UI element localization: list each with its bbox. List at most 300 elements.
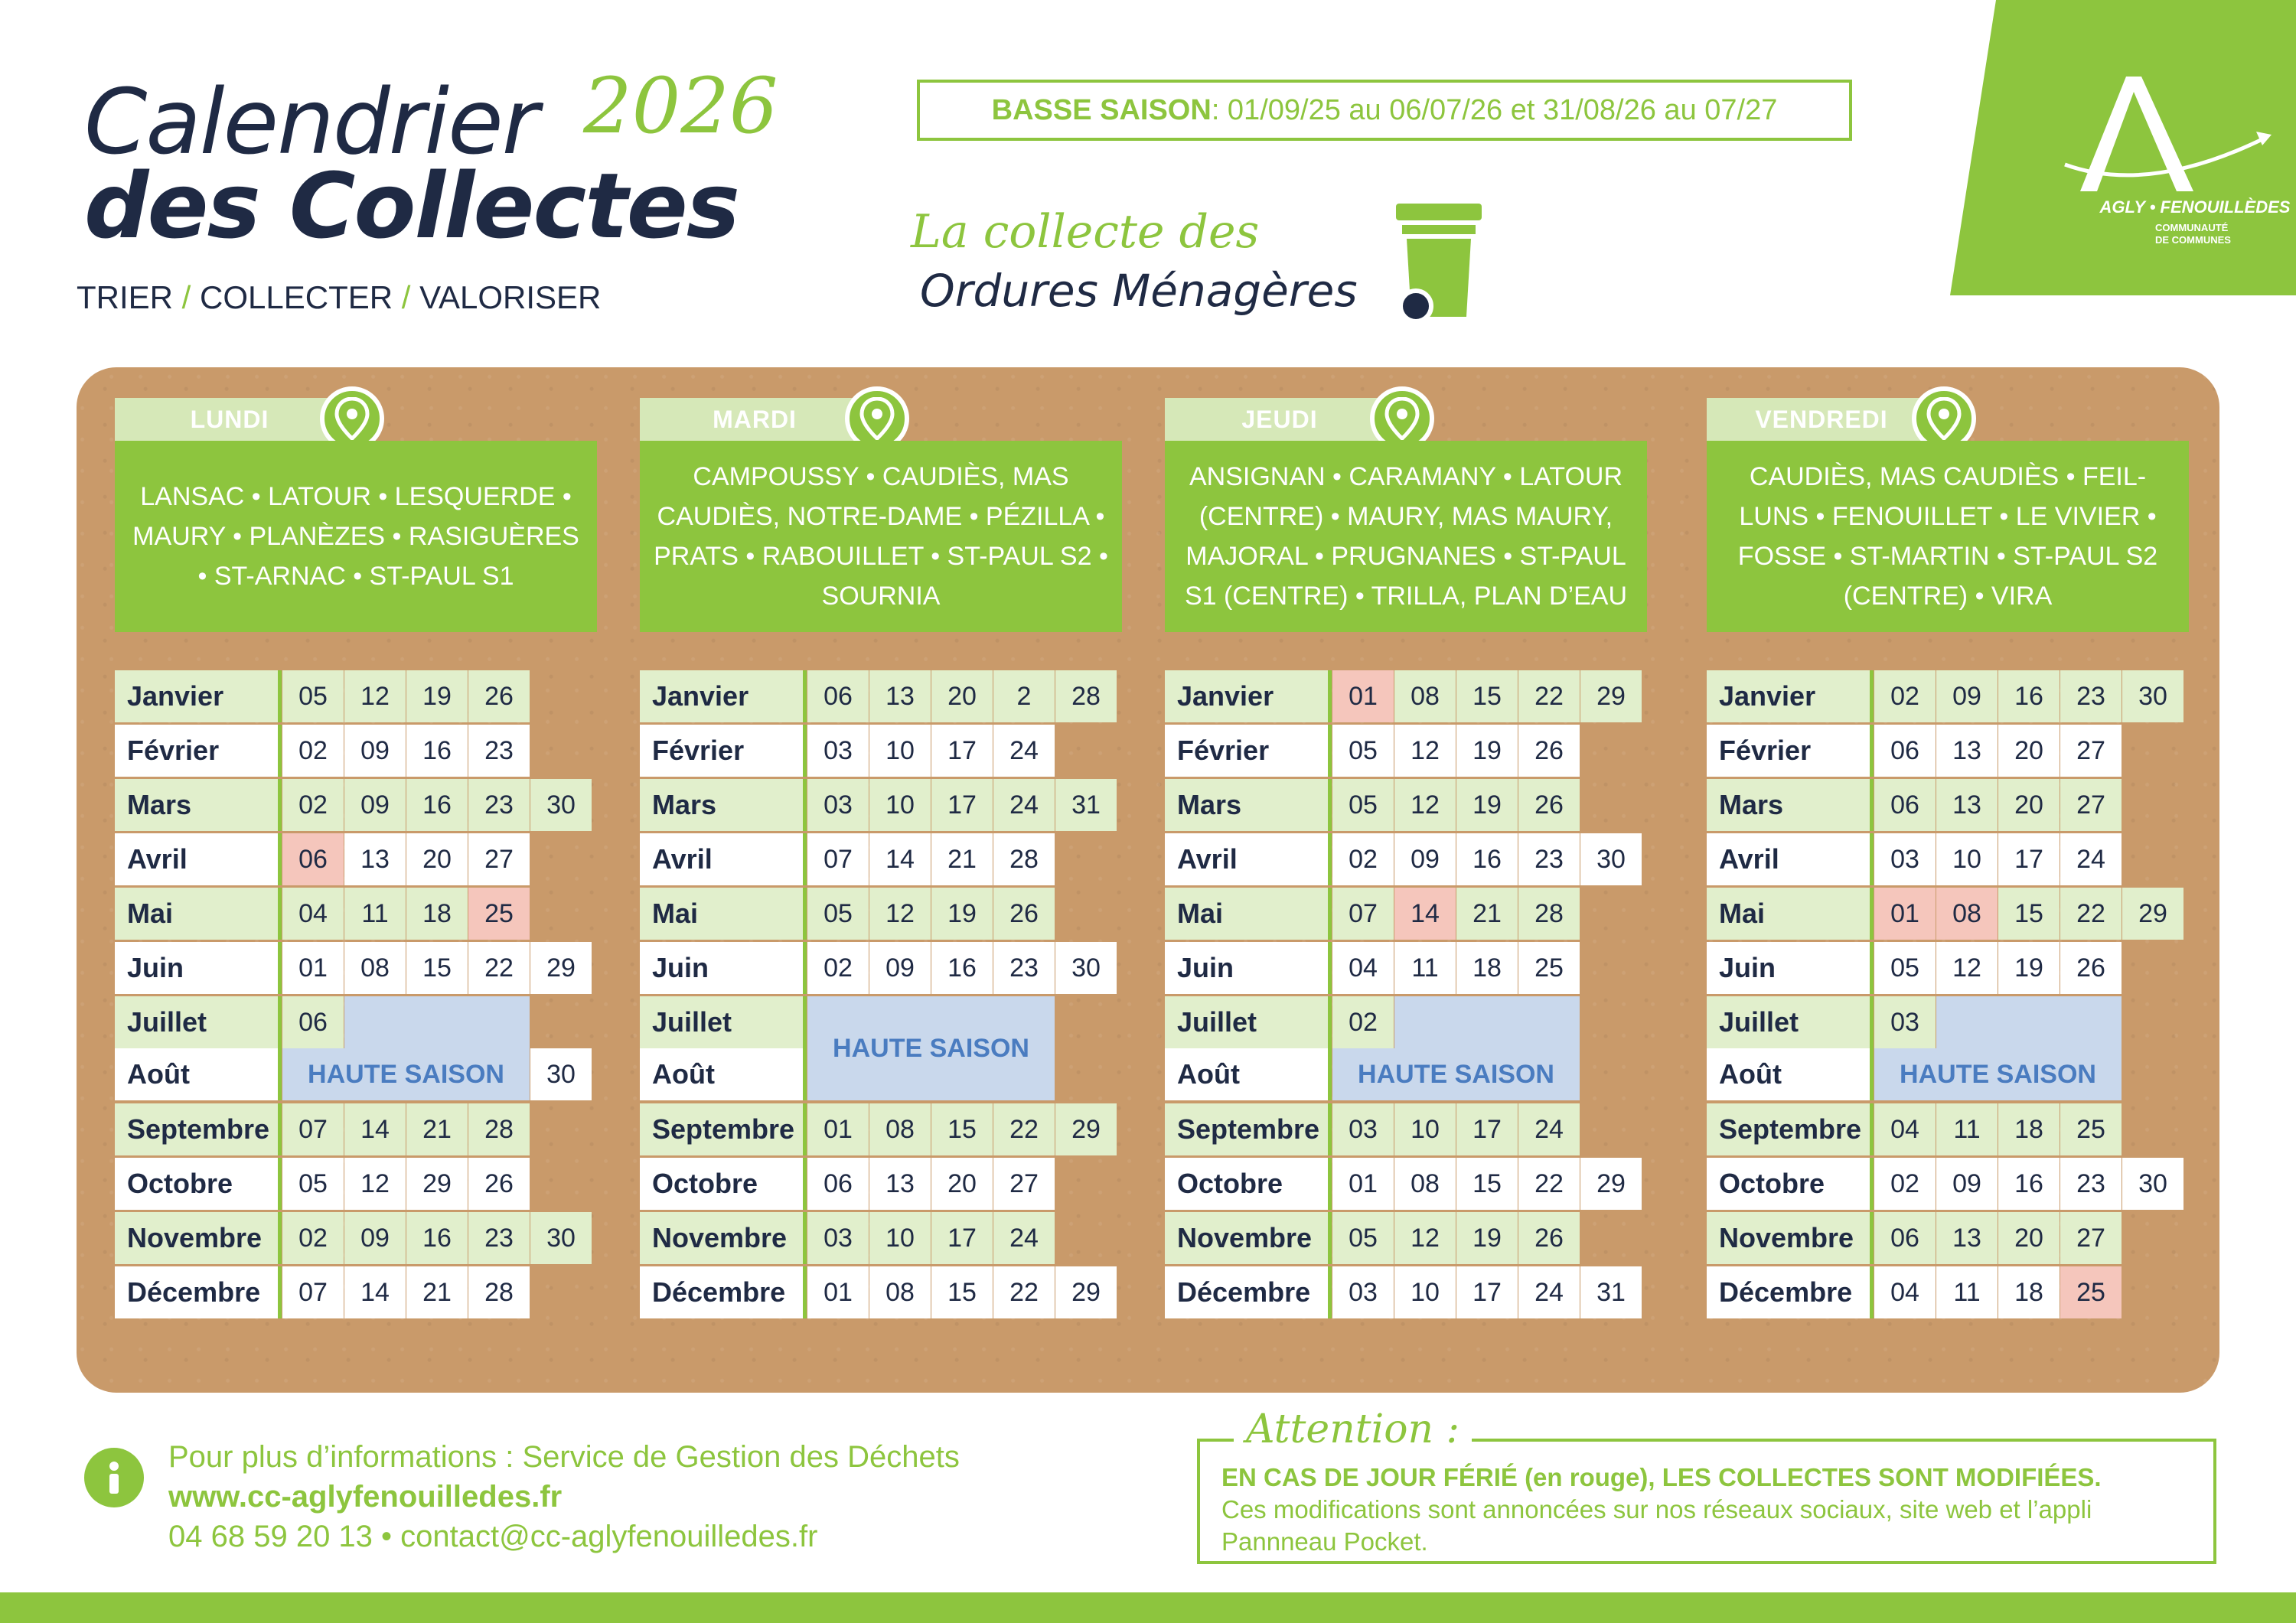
day-cell: 21 [406,1266,468,1318]
empty-day-cell [1055,1048,1117,1100]
day-cell: 30 [530,779,592,831]
month-row-octobre [640,1158,1117,1210]
day-cell: 08 [1394,670,1456,722]
haute-saison-block: HAUTE SAISON [807,996,1055,1100]
month-row-septembre [115,1103,592,1155]
day-cell: 27 [2060,725,2122,777]
day-cell: 2 [993,670,1055,722]
logo-sub1: COMMUNAUTÉ [2155,222,2229,233]
month-row-mars [115,779,592,831]
month-row-septembre [1165,1103,1642,1155]
month-row-octobre [115,1158,592,1210]
month-row-novembre [115,1212,592,1264]
day-label [115,398,344,441]
day-cell: 20 [931,670,993,722]
day-cell: 03 [807,1212,869,1264]
tagline-trier: TRIER [77,279,173,315]
month-row-decembre [115,1266,592,1318]
haute-saison-block-top [344,996,530,1048]
day-cell: 07 [282,1266,344,1318]
empty-day-cell [1055,1212,1117,1264]
empty-day-cell [1580,996,1642,1048]
day-cell: 24 [2060,833,2122,885]
day-cell: 20 [1998,725,2060,777]
day-cell: 02 [1332,996,1394,1048]
day-cell: 19 [1456,1212,1518,1264]
day-cell: 10 [869,779,931,831]
day-cell: 29 [1055,1103,1117,1155]
day-cell: 06 [807,670,869,722]
empty-day-cell [2122,1266,2183,1318]
day-cell: 03 [1332,1103,1394,1155]
day-cell: 10 [869,725,931,777]
day-cell: 23 [993,942,1055,994]
month-row-decembre [1165,1266,1642,1318]
month-label: Février [640,725,807,777]
day-cell: 22 [1518,1158,1580,1210]
day-cell: 11 [1936,1266,1998,1318]
tagline-separator: / [173,279,201,315]
month-row-mai [1707,888,2183,940]
day-cell: 02 [282,779,344,831]
day-cell: 04 [282,888,344,940]
basse-saison-banner [917,80,1852,141]
day-cell: 22 [1518,670,1580,722]
month-row-janvier [1707,670,2183,722]
day-cell: 16 [406,725,468,777]
month-label: Mars [1165,779,1332,831]
day-cell: 08 [869,1103,931,1155]
month-label: Décembre [1165,1266,1332,1318]
day-cell: 08 [1394,1158,1456,1210]
day-cell: 28 [468,1103,530,1155]
month-label: Août [115,1048,282,1100]
logo-sub2: DE COMMUNES [2155,234,2231,246]
day-cell: 08 [344,942,406,994]
attention-line-2: Ces modifications sont annoncées sur nos réseaux sociaux, site web et l’appli [1221,1495,2092,1524]
month-label: Janvier [1707,670,1874,722]
day-cell: 03 [807,779,869,831]
month-label: Avril [1165,833,1332,885]
month-row-avril [1707,833,2183,885]
day-cell: 23 [2060,670,2122,722]
day-cell: 29 [530,942,592,994]
month-label: Mars [640,779,807,831]
holiday-day-cell: 06 [282,833,344,885]
month-row-avril [115,833,592,885]
day-cell: 30 [2122,1158,2183,1210]
day-cell: 24 [1518,1266,1580,1318]
day-cell: 05 [1332,725,1394,777]
month-label: Février [1165,725,1332,777]
day-cell: 09 [344,725,406,777]
month-row-mars [1707,779,2183,831]
day-cell: 19 [1998,942,2060,994]
day-cell: 25 [2060,1103,2122,1155]
day-cell: 29 [1580,670,1642,722]
empty-day-cell [530,1158,592,1210]
day-cell: 09 [344,1212,406,1264]
basse-saison-label: BASSE SAISON [991,93,1212,126]
day-cell: 28 [1518,888,1580,940]
day-cell: 05 [1332,1212,1394,1264]
title-des-collectes: des Collectes [84,153,739,259]
month-row-novembre [1707,1212,2183,1264]
day-cell: 27 [2060,779,2122,831]
day-cell: 31 [1580,1266,1642,1318]
empty-day-cell [1580,942,1642,994]
day-cell: 16 [406,1212,468,1264]
month-label: Août [1165,1048,1332,1100]
month-row-mai [115,888,592,940]
day-cell: 09 [1936,1158,1998,1210]
day-cell: 20 [406,833,468,885]
month-row-janvier [640,670,1117,722]
communes-list: LANSAC • LATOUR • LESQUERDE • MAURY • PLANÈZES • RASIGUÈRES • ST-ARNAC • ST-PAUL S1 [132,482,579,591]
attention-title: Attention : [1234,1406,1472,1452]
day-cell: 02 [807,942,869,994]
day-cell: 17 [931,725,993,777]
communes-list: ANSIGNAN • CARAMANY • LATOUR (CENTRE) • MAURY, MAS MAURY, MAJORAL • PRUGNANES • ST-PAUL S1 (CENTRE) • TRILLA, PLAN D’EAU [1184,462,1628,611]
day-cell: 27 [468,833,530,885]
day-label-text: MARDI [713,405,797,433]
month-label: Février [1707,725,1874,777]
info-icon [84,1448,144,1507]
day-cell: 12 [1936,942,1998,994]
month-row-juin [640,942,1117,994]
website-link[interactable]: www.cc-aglyfenouilledes.fr [168,1480,563,1514]
day-cell: 09 [1936,670,1998,722]
month-label: Décembre [115,1266,282,1318]
day-cell: 26 [2060,942,2122,994]
month-label: Mars [115,779,282,831]
month-label: Août [1707,1048,1874,1100]
day-cell: 17 [1998,833,2060,885]
empty-day-cell [1055,833,1117,885]
day-cell: 22 [993,1103,1055,1155]
day-cell: 29 [1055,1266,1117,1318]
day-cell: 31 [1055,779,1117,831]
communes-box [1707,441,2189,632]
month-label: Juin [1707,942,1874,994]
day-cell: 15 [1456,670,1518,722]
month-row-avril [1165,833,1642,885]
month-row-juin [1165,942,1642,994]
collecte-title: Ordures Ménagères [920,265,1358,317]
day-cell: 17 [931,1212,993,1264]
month-row-mars [1165,779,1642,831]
tagline-collecter: COLLECTER [200,279,393,315]
month-label: Mars [1707,779,1874,831]
month-row-fevrier [1165,725,1642,777]
day-cell: 26 [1518,1212,1580,1264]
empty-day-cell [1055,1158,1117,1210]
day-cell: 20 [931,1158,993,1210]
month-label: Octobre [1165,1158,1332,1210]
day-cell: 03 [1332,1266,1394,1318]
empty-day-cell [530,888,592,940]
month-row-octobre [1165,1158,1642,1210]
month-label: Janvier [640,670,807,722]
day-cell: 07 [1332,888,1394,940]
empty-day-cell [1580,779,1642,831]
day-cell: 14 [869,833,931,885]
day-cell: 16 [1998,1158,2060,1210]
day-cell: 30 [530,1048,592,1100]
day-cell: 22 [468,942,530,994]
empty-day-cell [1580,1103,1642,1155]
day-cell: 19 [1456,725,1518,777]
empty-day-cell [530,996,592,1048]
empty-day-cell [530,670,592,722]
day-cell: 12 [1394,779,1456,831]
month-label: Mai [1707,888,1874,940]
day-cell: 26 [1518,779,1580,831]
day-cell: 07 [282,1103,344,1155]
day-cell: 05 [1332,779,1394,831]
month-row-mai [640,888,1117,940]
day-cell: 26 [468,670,530,722]
day-cell: 19 [406,670,468,722]
day-cell: 19 [931,888,993,940]
day-cell: 12 [869,888,931,940]
month-row-janvier [1165,670,1642,722]
month-label: Juillet [1707,996,1874,1048]
day-cell: 21 [406,1103,468,1155]
communes-box [640,441,1122,632]
month-row-novembre [1165,1212,1642,1264]
month-label: Septembre [1707,1103,1874,1155]
haute-saison-block: HAUTE SAISON [1874,1048,2122,1100]
month-label: Janvier [1165,670,1332,722]
month-row-fevrier [640,725,1117,777]
day-cell: 15 [931,1266,993,1318]
month-label: Novembre [1165,1212,1332,1264]
empty-day-cell [1055,996,1117,1048]
month-label: Juin [1165,942,1332,994]
day-cell: 28 [468,1266,530,1318]
communes-box [1165,441,1647,632]
holiday-day-cell: 25 [2060,1266,2122,1318]
empty-day-cell [1580,1048,1642,1100]
month-label: Mai [640,888,807,940]
day-cell: 06 [282,996,344,1048]
day-cell: 11 [1936,1103,1998,1155]
day-cell: 02 [1874,1158,1936,1210]
day-cell: 03 [1874,833,1936,885]
day-cell: 15 [1456,1158,1518,1210]
month-row-fevrier [115,725,592,777]
day-cell: 16 [1998,670,2060,722]
month-row-mars [640,779,1117,831]
month-label: Octobre [1707,1158,1874,1210]
month-row-octobre [1707,1158,2183,1210]
day-cell: 04 [1874,1103,1936,1155]
attention-line-3: Pannneau Pocket. [1221,1527,1428,1556]
day-cell: 09 [1394,833,1456,885]
day-cell: 01 [282,942,344,994]
month-label: Décembre [640,1266,807,1318]
day-cell: 14 [344,1103,406,1155]
day-cell: 05 [1874,942,1936,994]
month-label: Décembre [1707,1266,1874,1318]
month-label: Novembre [115,1212,282,1264]
day-cell: 25 [1518,942,1580,994]
month-row-decembre [1707,1266,2183,1318]
day-cell: 24 [993,779,1055,831]
month-label: Avril [1707,833,1874,885]
day-label-text: VENDREDI [1755,405,1888,433]
day-cell: 05 [282,1158,344,1210]
day-cell: 30 [530,1212,592,1264]
day-cell: 26 [468,1158,530,1210]
day-cell: 18 [406,888,468,940]
month-label: Septembre [640,1103,807,1155]
month-row-septembre [640,1103,1117,1155]
day-cell: 22 [993,1266,1055,1318]
info-service-line: Pour plus d’informations : Service de Gestion des Déchets [168,1440,960,1474]
day-cell: 13 [1936,725,1998,777]
day-cell: 18 [1998,1266,2060,1318]
month-label: Mai [115,888,282,940]
day-cell: 24 [1518,1103,1580,1155]
day-cell: 11 [1394,942,1456,994]
day-cell: 15 [931,1103,993,1155]
day-cell: 30 [1055,942,1117,994]
empty-day-cell [2122,942,2183,994]
day-cell: 15 [1998,888,2060,940]
empty-day-cell [2122,779,2183,831]
day-cell: 13 [1936,779,1998,831]
month-label: Juillet [1165,996,1332,1048]
day-cell: 30 [2122,670,2183,722]
empty-day-cell [1580,888,1642,940]
day-cell: 18 [1998,1103,2060,1155]
day-cell: 22 [2060,888,2122,940]
day-cell: 02 [282,1212,344,1264]
day-cell: 23 [468,1212,530,1264]
day-cell: 18 [1456,942,1518,994]
tagline [77,279,601,316]
holiday-day-cell: 08 [1936,888,1998,940]
day-cell: 23 [468,779,530,831]
month-row-avril [640,833,1117,885]
day-cell: 13 [1936,1212,1998,1264]
contact-info [168,1437,960,1556]
month-row-fevrier [1707,725,2183,777]
empty-day-cell [2122,1212,2183,1264]
month-label: Août [640,1048,807,1100]
month-label: Juillet [640,996,807,1048]
day-cell: 16 [406,779,468,831]
month-label: Février [115,725,282,777]
collection-calendar-board [77,367,2219,1393]
day-cell: 07 [807,833,869,885]
day-cell: 26 [1518,725,1580,777]
day-cell: 23 [468,725,530,777]
agly-fenouilledes-logo [1950,0,2296,295]
day-cell: 13 [344,833,406,885]
month-label: Juillet [115,996,282,1048]
basse-saison-dates: : 01/09/25 au 06/07/26 et 31/08/26 au 07/27 [1211,93,1778,126]
empty-day-cell [1055,725,1117,777]
communes-list: CAMPOUSSY • CAUDIÈS, MAS CAUDIÈS, NOTRE-DAME • PÉZILLA • PRATS • RABOUILLET • ST-PAUL S2 • SOURNIA [654,462,1108,611]
attention-line-1: EN CAS DE JOUR FÉRIÉ (en rouge), LES COLLECTES SONT MODIFIÉES. [1221,1463,2102,1491]
month-label: Avril [640,833,807,885]
attention-notice [1197,1439,2216,1564]
month-label: Octobre [640,1158,807,1210]
day-cell: 27 [2060,1212,2122,1264]
day-cell: 06 [807,1158,869,1210]
day-cell: 21 [931,833,993,885]
day-cell: 04 [1874,1266,1936,1318]
day-cell: 29 [406,1158,468,1210]
tagline-separator: / [393,279,420,315]
day-cell: 03 [807,725,869,777]
empty-day-cell [2122,725,2183,777]
day-cell: 16 [931,942,993,994]
day-cell: 24 [993,725,1055,777]
month-label: Octobre [115,1158,282,1210]
day-cell: 12 [344,1158,406,1210]
day-label [640,398,869,441]
day-cell: 02 [1332,833,1394,885]
day-cell: 10 [869,1212,931,1264]
empty-day-cell [1580,725,1642,777]
month-row-novembre [640,1212,1117,1264]
empty-day-cell [1055,888,1117,940]
day-cell: 06 [1874,725,1936,777]
month-label: Novembre [1707,1212,1874,1264]
empty-day-cell [530,833,592,885]
month-row-decembre [640,1266,1117,1318]
day-label [1707,398,1936,441]
day-cell: 09 [344,779,406,831]
day-cell: 10 [1394,1266,1456,1318]
day-cell: 01 [1332,1158,1394,1210]
day-cell: 05 [807,888,869,940]
day-cell: 29 [2122,888,2183,940]
day-cell: 12 [1394,1212,1456,1264]
day-cell: 26 [993,888,1055,940]
day-cell: 17 [1456,1103,1518,1155]
month-label: Janvier [115,670,282,722]
day-cell: 24 [993,1212,1055,1264]
day-cell: 08 [869,1266,931,1318]
month-label: Juin [640,942,807,994]
haute-saison-block: HAUTE SAISON [282,1048,530,1100]
day-cell: 12 [344,670,406,722]
title-calendrier: Calendrier [84,69,538,174]
day-cell: 03 [1874,996,1936,1048]
empty-day-cell [2122,1048,2183,1100]
empty-day-cell [2122,1103,2183,1155]
day-cell: 23 [1518,833,1580,885]
day-cell: 17 [1456,1266,1518,1318]
day-cell: 04 [1332,942,1394,994]
day-cell: 29 [1580,1158,1642,1210]
day-cell: 19 [1456,779,1518,831]
empty-day-cell [530,725,592,777]
phone-email-line: 04 68 59 20 13 • contact@cc-aglyfenouilledes.fr [168,1520,818,1553]
month-label: Novembre [640,1212,807,1264]
day-cell: 15 [406,942,468,994]
month-row-mai [1165,888,1642,940]
day-cell: 10 [1936,833,1998,885]
communes-list: CAUDIÈS, MAS CAUDIÈS • FEIL-LUNS • FENOUILLET • LE VIVIER • FOSSE • ST-MARTIN • ST-PAUL S2 (CENTRE) • VIRA [1737,462,2158,611]
day-cell: 17 [931,779,993,831]
day-cell: 16 [1456,833,1518,885]
